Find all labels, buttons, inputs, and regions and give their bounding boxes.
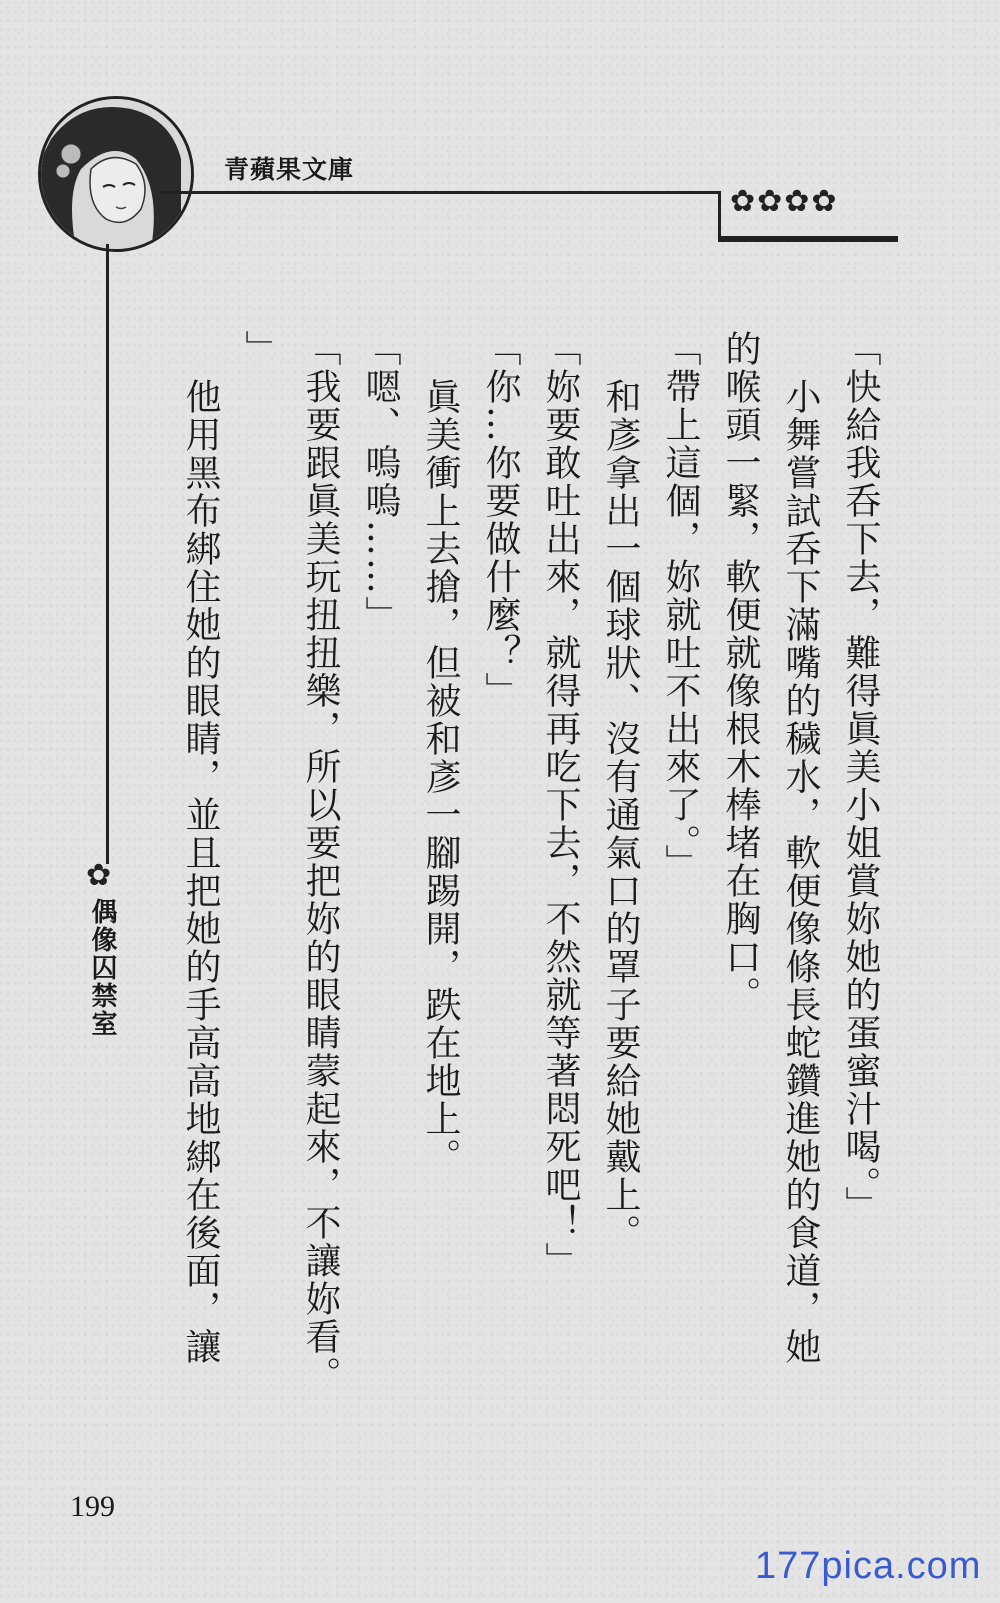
text-line: 眞美衝上去搶，但被和彥一腳踢開，跌在地上。 — [420, 378, 461, 1176]
watermark: 177pica.com — [755, 1545, 982, 1587]
header-rule-step — [718, 191, 721, 239]
portrait-illustration — [38, 96, 194, 252]
body-text — [150, 330, 890, 1460]
text-line: 和彥拿出一個球狀、沒有通氣口的罩子要給她戴上。 — [600, 378, 641, 1252]
header-rule-right — [718, 236, 898, 242]
series-title: 青蘋果文庫 — [224, 155, 355, 184]
page-number: 199 — [70, 1490, 115, 1523]
flower-ornament-icon: ✿✿✿✿ — [730, 184, 839, 219]
side-flower-icon: ✿ — [86, 858, 112, 893]
text-line: 「妳要敢吐出來，就得再吃下去，不然就等著悶死吧！」 — [540, 330, 581, 1280]
book-title: 偶像囚禁室 — [87, 898, 117, 1038]
text-line: 「我要跟眞美玩扭扭樂，所以要把妳的眼睛蒙起來，不讓妳看。 — [300, 330, 341, 1394]
girl-portrait-icon — [41, 99, 191, 249]
text-line: 他用黑布綁住她的眼睛，並且把她的手高高地綁在後面，讓 — [180, 378, 221, 1366]
text-line: 「快給我呑下去，難得眞美小姐賞妳她的蛋蜜汁喝。」 — [840, 330, 881, 1224]
text-line: 小舞嘗試呑下滿嘴的穢水，軟便像條長蛇鑽進她的食道，她 — [780, 378, 821, 1366]
text-line: 「帶上這個，妳就吐不出來了。」 — [660, 330, 701, 882]
header-rule — [160, 191, 720, 194]
text-line: 「嗯、嗚嗚……」 — [360, 330, 401, 634]
text-line: 「你…你要做什麼？」 — [480, 330, 521, 710]
side-rule — [106, 244, 109, 864]
text-line: 的喉頭一緊，軟便就像根木棒堵在胸口。 — [720, 330, 761, 1014]
text-line: 」 — [240, 330, 281, 368]
